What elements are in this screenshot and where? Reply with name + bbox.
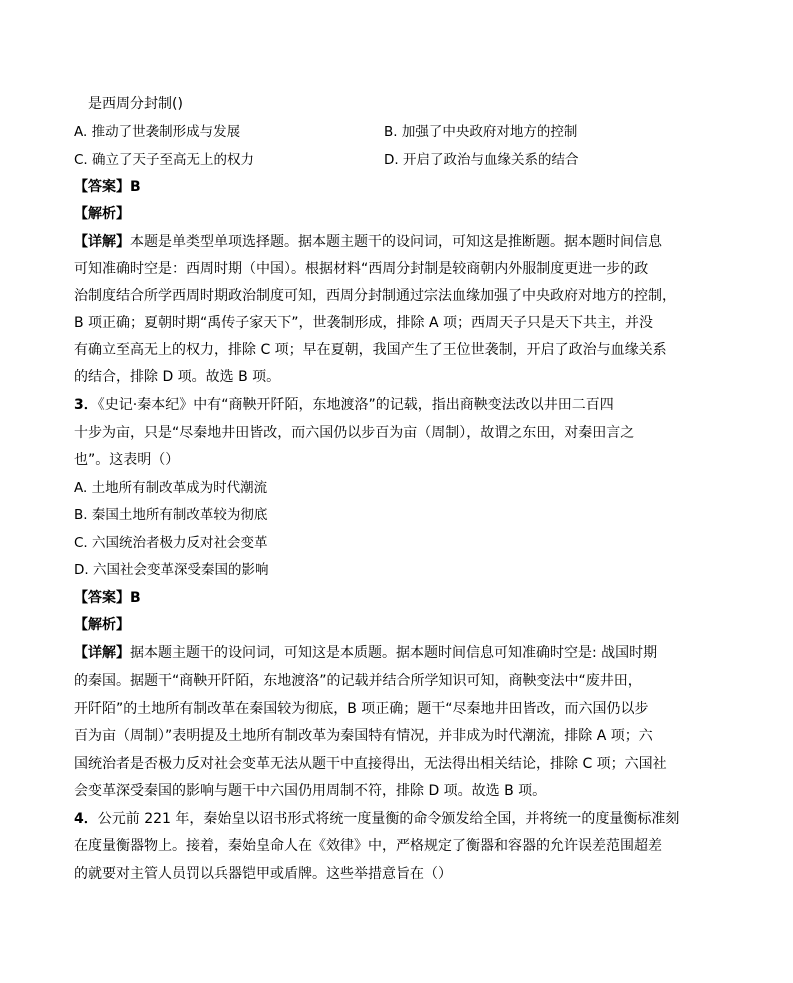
- q3-detail-line-5: 国统治者是否极力反对社会变革无法从题干中直接得出，无法得出相关结论，排除 C 项；六国社: [74, 756, 667, 772]
- q3-stem-line-2: 十步为亩，只是“尽秦地井田皆改，而六国仍以步百为亩（周制），故谓之东田，对秦田言之: [74, 425, 635, 441]
- q4-number: 4．: [74, 811, 98, 827]
- q2-detail-line-1: [74, 233, 662, 251]
- q3-answer-label: 【答案】: [74, 590, 130, 606]
- q2-answer-value: B: [130, 179, 141, 195]
- q2-detail-text-1: 本题是单类型单项选择题。据本题主题干的设问词，可知这是推断题。据本题时间信息: [130, 234, 662, 250]
- q4-stem-line-2: 在度量衡器物上。接着，秦始皇命人在《效律》中，严格规定了衡器和容器的允许误差范围超差: [74, 838, 662, 854]
- q2-answer-label: 【答案】: [74, 179, 130, 195]
- q3-detail-line-2: 的秦国。据题干“商鞅开阡陌，东地渡洛”的记载并结合所学知识可知，商鞅变法中“废井田，: [74, 673, 642, 689]
- q3-option-c: C. 六国统治者极力反对社会变革: [74, 535, 268, 551]
- q4-stem-line-1: [74, 810, 679, 828]
- q2-answer: [74, 178, 141, 196]
- q2-detail-line-6: 的结合，排除 D 项。故选 B 项。: [74, 369, 281, 385]
- q3-detail-text-1: 据本题主题干的设问词，可知这是本质题。据本题时间信息可知准确时空是: 战国时期: [130, 645, 658, 661]
- q3-option-d: D. 六国社会变革深受秦国的影响: [74, 562, 269, 578]
- q3-stem-line-1: [74, 396, 614, 414]
- q3-answer-value: B: [130, 590, 141, 606]
- q2-detail-line-2: 可知准确时空是：西周时期（中国）。根据材料“西周分封制是较商朝内外服制度更进一步的政: [74, 261, 649, 277]
- q3-stem-line-3: 也”。这表明（）: [74, 452, 180, 468]
- q2-option-d: D. 开启了政治与血缘关系的结合: [384, 152, 579, 168]
- q4-stem-text-1: 公元前 221 年，秦始皇以诏书形式将统一度量衡的命令颁发给全国，并将统一的度量衡标准刻: [97, 811, 680, 827]
- q3-detail-line-4: 百为亩（周制）”表明提及土地所有制改革为秦国特有情况，并非成为时代潮流，排除 A 项；六: [74, 728, 653, 744]
- q3-detail-line-1: [74, 644, 657, 662]
- q2-option-a: A. 推动了世袭制形成与发展: [74, 124, 241, 140]
- q2-stem-tail: 是西周分封制(): [88, 96, 183, 112]
- q3-detail-line-3: 开阡陌”的土地所有制改革在秦国较为彻底，B 项正确；题干“尽秦地井田皆改，而六国仍以步: [74, 701, 649, 717]
- q2-detail-label: 【详解】: [74, 234, 130, 250]
- q4-stem-line-3: 的就要对主管人员罚以兵器铠甲或盾牌。这些举措意旨在（）: [74, 866, 452, 882]
- q3-option-a: A. 土地所有制改革成为时代潮流: [74, 480, 268, 496]
- q3-number: 3．: [74, 397, 98, 413]
- q2-analysis-label: 【解析】: [74, 206, 130, 222]
- q2-detail-line-4: B 项正确；夏朝时期“禹传子家天下”，世袭制形成，排除 A 项；西周天子只是天下共主，并没: [74, 315, 654, 331]
- q3-stem-text-1: 《史记·秦本纪》中有“商鞅开阡陌，东地渡洛”的记载，指出商鞅变法改以井田二百四: [97, 397, 614, 413]
- q3-detail-label: 【详解】: [74, 645, 130, 661]
- q3-answer: [74, 589, 141, 607]
- q3-analysis-label: 【解析】: [74, 617, 130, 633]
- q2-detail-line-5: 有确立至高无上的权力，排除 C 项；早在夏朝，我国产生了王位世袭制，开启了政治与血缘关系: [74, 342, 667, 358]
- q2-option-b: B. 加强了中央政府对地方的控制: [384, 124, 578, 140]
- q2-option-c: C. 确立了天子至高无上的权力: [74, 152, 255, 168]
- q3-option-b: B. 秦国土地所有制改革较为彻底: [74, 507, 268, 523]
- q3-detail-line-6: 会变革深受秦国的影响与题干中六国仍用周制不符，排除 D 项。故选 B 项。: [74, 783, 547, 799]
- q2-detail-line-3: 治制度结合所学西周时期政治制度可知，西周分封制通过宗法血缘加强了中央政府对地方的控制，: [74, 288, 676, 304]
